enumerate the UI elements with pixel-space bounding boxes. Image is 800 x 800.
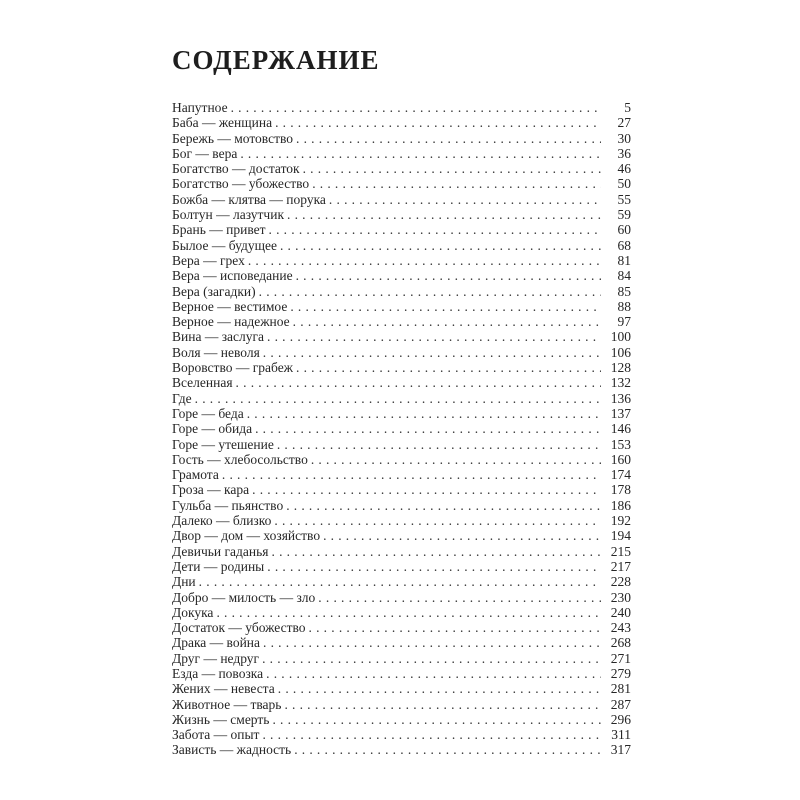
toc-entry-page: 136 [610, 390, 631, 406]
toc-dot-leader [274, 513, 601, 528]
toc-entry-label: Баба — женщина [172, 115, 273, 131]
toc-entry-page: 240 [610, 604, 631, 620]
toc-entry-page: 279 [610, 665, 631, 681]
toc-entry [172, 635, 631, 650]
toc-entry-label: Девичьи гаданья [172, 543, 269, 559]
toc-entry-page: 100 [610, 329, 631, 345]
toc-entry [172, 666, 631, 681]
toc-dot-leader [236, 375, 601, 390]
toc-entry-label: Болтун — лазутчик [172, 207, 285, 223]
toc-entry [172, 498, 631, 513]
toc-entry-page: 50 [617, 176, 631, 192]
toc-dot-leader [259, 284, 601, 299]
toc-entry-page: 243 [610, 620, 631, 636]
toc-entry-page: 194 [610, 528, 631, 544]
toc-dot-leader [296, 360, 601, 375]
toc-dot-leader [267, 559, 601, 574]
toc-entry [172, 284, 631, 299]
toc-entry [172, 375, 631, 390]
toc-entry-page: 132 [610, 375, 631, 391]
toc-entry-page: 68 [617, 237, 631, 253]
toc-dot-leader [199, 574, 601, 589]
toc-dot-leader [312, 176, 601, 191]
toc-entry-page: 84 [617, 268, 631, 284]
toc-entry-page: 27 [617, 115, 631, 131]
toc-dot-leader [266, 666, 601, 681]
toc-dot-leader [323, 528, 601, 543]
toc-entry-page: 215 [610, 543, 631, 559]
toc-entry [172, 131, 631, 146]
toc-entry-label: Где [172, 390, 192, 406]
toc-dot-leader [309, 620, 601, 635]
toc-dot-leader [286, 498, 601, 513]
toc-entry-label: Зависть — жадность [172, 742, 292, 758]
toc-entry-label: Верное — вестимое [172, 298, 288, 314]
toc-dot-leader [269, 222, 601, 237]
toc-entry [172, 329, 631, 344]
toc-entry-label: Драка — война [172, 635, 261, 651]
toc-entry-page: 160 [610, 451, 631, 467]
toc-entry-page: 55 [617, 191, 631, 207]
toc-entry-page: 186 [610, 497, 631, 513]
toc-entry-label: Былое — будущее [172, 237, 277, 253]
toc-dot-leader [272, 712, 601, 727]
toc-entry-page: 60 [617, 222, 631, 238]
toc-entry-label: Вера (загадки) [172, 283, 256, 299]
toc-entry-label: Вера — грех [172, 252, 245, 268]
toc-entry-page: 153 [610, 436, 631, 452]
toc-entry [172, 712, 631, 727]
toc-dot-leader [216, 605, 601, 620]
toc-dot-leader [231, 100, 601, 115]
toc-entry-label: Докука [172, 604, 214, 620]
toc-dot-leader [284, 697, 601, 712]
toc-entry-label: Горе — обида [172, 421, 253, 437]
toc-entry-page: 85 [617, 283, 631, 299]
toc-dot-leader [329, 192, 601, 207]
toc-entry-label: Забота — опыт [172, 727, 260, 743]
toc-entry-label: Воля — неволя [172, 344, 260, 360]
toc-dot-leader [303, 161, 601, 176]
toc-dot-leader [280, 238, 601, 253]
toc-list [172, 100, 631, 758]
toc-entry-page: 137 [610, 405, 631, 421]
toc-entry [172, 222, 631, 237]
toc-entry [172, 207, 631, 222]
toc-entry-label: Брань — привет [172, 222, 266, 238]
toc-dot-leader [222, 467, 601, 482]
toc-entry-page: 311 [611, 727, 631, 743]
toc-entry-page: 271 [610, 650, 631, 666]
toc-dot-leader [278, 681, 601, 696]
toc-dot-leader [255, 421, 601, 436]
toc-dot-leader [277, 437, 601, 452]
toc-dot-leader [248, 253, 601, 268]
toc-entry-label: Вера — исповедание [172, 268, 293, 284]
toc-entry [172, 528, 631, 543]
toc-entry-label: Вселенная [172, 375, 233, 391]
toc-entry-label: Добро — милость — зло [172, 589, 316, 605]
toc-entry [172, 299, 631, 314]
toc-entry-label: Бережь — мотовство [172, 130, 294, 146]
toc-dot-leader [294, 742, 601, 757]
toc-entry-page: 178 [610, 482, 631, 498]
toc-dot-leader [267, 329, 601, 344]
toc-entry-label: Напутное [172, 100, 228, 115]
toc-dot-leader [247, 406, 601, 421]
toc-entry [172, 482, 631, 497]
toc-entry [172, 513, 631, 528]
toc-entry-label: Дети — родины [172, 558, 265, 574]
toc-entry [172, 605, 631, 620]
toc-entry-label: Дни [172, 574, 196, 590]
toc-dot-leader [272, 544, 602, 559]
toc-entry [172, 452, 631, 467]
toc-entry [172, 176, 631, 191]
toc-entry [172, 742, 631, 757]
toc-entry-page: 296 [610, 711, 631, 727]
toc-entry-label: Бог — вера [172, 145, 238, 161]
toc-entry-page: 128 [610, 360, 631, 376]
toc-entry-label: Горе — утешение [172, 436, 274, 452]
toc-dot-leader [296, 268, 601, 283]
toc-entry-label: Достаток — убожество [172, 620, 306, 636]
toc-entry-page: 36 [617, 145, 631, 161]
toc-dot-leader [296, 131, 601, 146]
toc-entry-label: Двор — дом — хозяйство [172, 528, 321, 544]
toc-entry-label: Гульба — пьянство [172, 497, 284, 513]
toc-dot-leader [293, 314, 601, 329]
toc-dot-leader [262, 651, 601, 666]
toc-entry-label: Божба — клятва — порука [172, 191, 326, 207]
toc-dot-leader [263, 635, 601, 650]
toc-entry-page: 46 [617, 161, 631, 177]
toc-entry-page: 59 [617, 207, 631, 223]
toc-entry-page: 268 [610, 635, 631, 651]
toc-entry [172, 268, 631, 283]
toc-dot-leader [311, 452, 601, 467]
toc-entry [172, 360, 631, 375]
toc-entry-page: 97 [617, 314, 631, 330]
toc-entry-label: Друг — недруг [172, 650, 260, 666]
toc-entry [172, 574, 631, 589]
toc-entry [172, 115, 631, 130]
toc-entry [172, 559, 631, 574]
toc-entry-page: 287 [610, 696, 631, 712]
toc-entry-page: 81 [617, 252, 631, 268]
toc-entry [172, 421, 631, 436]
toc-entry-page: 146 [610, 421, 631, 437]
toc-entry [172, 161, 631, 176]
toc-entry-page: 217 [610, 558, 631, 574]
toc-dot-leader [275, 115, 601, 130]
toc-entry-label: Вина — заслуга [172, 329, 265, 345]
toc-entry [172, 238, 631, 253]
toc-entry-label: Грамота [172, 467, 219, 483]
toc-entry [172, 651, 631, 666]
toc-entry [172, 467, 631, 482]
toc-entry [172, 391, 631, 406]
toc-entry [172, 146, 631, 161]
toc-entry [172, 681, 631, 696]
toc-entry-label: Езда — повозка [172, 665, 264, 681]
toc-entry [172, 345, 631, 360]
toc-dot-leader [262, 727, 601, 742]
toc-dot-leader [290, 299, 601, 314]
toc-dot-leader [195, 391, 601, 406]
toc-entry-label: Жизнь — смерть [172, 711, 270, 727]
toc-dot-leader [240, 146, 601, 161]
toc-dot-leader [287, 207, 601, 222]
toc-entry-label: Животное — тварь [172, 696, 282, 712]
toc-entry-page: 30 [617, 130, 631, 146]
toc-entry-label: Горе — беда [172, 405, 244, 421]
toc-entry-label: Гроза — кара [172, 482, 250, 498]
page-title: СОДЕРЖАНИЕ [172, 45, 380, 75]
toc-entry [172, 314, 631, 329]
toc-entry [172, 620, 631, 635]
toc-entry-page: 192 [610, 513, 631, 529]
toc-dot-leader [252, 482, 601, 497]
toc-entry [172, 192, 631, 207]
toc-entry-label: Воровство — грабеж [172, 360, 294, 376]
toc-entry-label: Богатство — достаток [172, 161, 300, 177]
toc-entry [172, 727, 631, 742]
toc-entry [172, 590, 631, 605]
book-page [172, 46, 631, 758]
toc-entry-page: 230 [610, 589, 631, 605]
toc-entry [172, 253, 631, 268]
toc-entry-page: 281 [610, 681, 631, 697]
toc-entry-page: 88 [617, 298, 631, 314]
toc-entry-label: Жених — невеста [172, 681, 275, 697]
toc-entry-label: Гость — хлебосольство [172, 451, 308, 467]
toc-entry-page: 106 [610, 344, 631, 360]
toc-entry-label: Верное — надежное [172, 314, 290, 330]
toc-entry-page: 174 [610, 467, 631, 483]
toc-entry [172, 544, 631, 559]
toc-entry-page: 228 [610, 574, 631, 590]
toc-entry-page: 5 [624, 100, 631, 115]
toc-entry-page: 317 [610, 742, 631, 758]
toc-dot-leader [318, 590, 601, 605]
toc-entry [172, 437, 631, 452]
toc-entry-label: Далеко — близко [172, 513, 272, 529]
toc-entry [172, 697, 631, 712]
toc-entry [172, 100, 631, 115]
toc-entry-label: Богатство — убожество [172, 176, 310, 192]
toc-entry [172, 406, 631, 421]
toc-dot-leader [263, 345, 601, 360]
